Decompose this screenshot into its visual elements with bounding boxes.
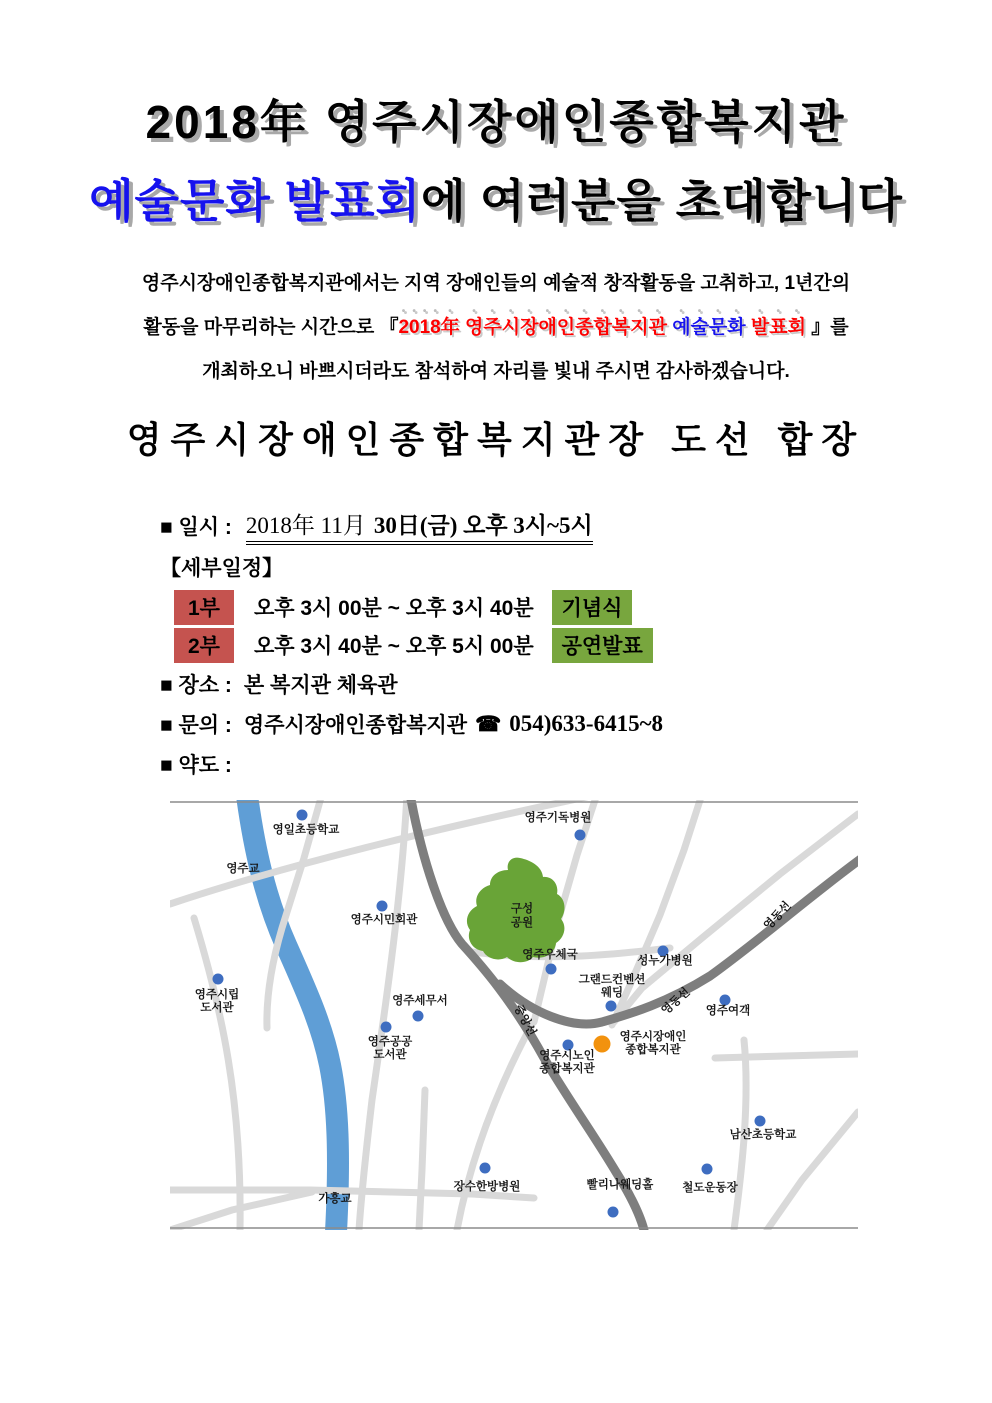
railway-label: 중앙선 — [511, 1003, 538, 1039]
schedule-time: 오후 3시 00분 ~ 오후 3시 40분 — [253, 597, 534, 620]
road — [715, 1054, 858, 1058]
schedule-header: 【세부일정】 — [160, 557, 284, 580]
place-label: 성누가병원 — [637, 955, 693, 967]
intro-line2 — [60, 306, 932, 350]
date-value-part1: 2018年 11月 — [245, 513, 366, 538]
railway-label: 영동선 — [762, 899, 794, 933]
place-dot — [575, 830, 586, 841]
schedule-part-badge: 1부 — [174, 590, 234, 625]
schedule-event-badge: 공연발표 — [552, 628, 653, 663]
signature-line: 영주시장애인종합복지관장 도선 합장 — [126, 419, 866, 460]
event-details — [160, 506, 663, 784]
quote-close-bracket: 』 — [805, 317, 831, 338]
date-label: ■ 일시 : — [160, 516, 232, 539]
place-label: 영주시노인 — [539, 1050, 595, 1062]
date-value-part2: 30日(금) 오후 3시~5시 — [373, 513, 593, 538]
quote-open-bracket: 『 — [379, 317, 399, 338]
place-label: 도서관 — [373, 1049, 407, 1061]
title-line2-rest: 에 여러분을 초대합니다 — [420, 175, 903, 227]
quote-red-text-1: 2018年 영주시장애인종합복지관 — [398, 317, 667, 338]
schedule-row-2 — [174, 626, 663, 664]
title-line1: 2018年 영주시장애인종합복지관 — [145, 96, 847, 148]
place-dot — [480, 1163, 491, 1174]
place-dot — [720, 995, 731, 1006]
contact-row — [160, 704, 663, 744]
place-dot — [755, 1116, 766, 1127]
place-row — [160, 664, 663, 704]
intro-line2-prefix: 활동을 마무리하는 시간으로 — [143, 317, 380, 338]
place-dot — [213, 974, 224, 985]
intro-line1: 영주시장애인종합복지관에서는 지역 장애인들의 예술적 창작활동을 고취하고, 1년간의 — [141, 273, 851, 294]
quote-red-text-2: 발표회 — [750, 317, 806, 338]
place-label: 빨리나웨딩홀 — [586, 1179, 654, 1191]
place-label: 영주여객 — [705, 1005, 751, 1017]
place-label: 영주시민회관 — [350, 914, 418, 926]
place-label: 영주세무서 — [392, 995, 448, 1007]
quote-blue-text: 예술문화 — [666, 317, 751, 338]
place-label: 종합복지관 — [625, 1044, 681, 1056]
place-dot — [377, 901, 388, 912]
place-label: 남산초등학교 — [729, 1129, 797, 1141]
place-value: 본 복지관 체육관 — [243, 674, 398, 697]
place-label: 장수한방병원 — [453, 1181, 521, 1193]
railway-label: 영동선 — [659, 986, 693, 1018]
place-label: 영주기독병원 — [524, 812, 592, 824]
bridge-label: 영주교 — [226, 863, 260, 875]
main-location-marker — [594, 1036, 611, 1053]
place-label: 영주시장애인 — [619, 1031, 687, 1043]
title-highlight: 예술문화 발표회 — [89, 175, 421, 227]
place-dot — [297, 810, 308, 821]
place-dot — [546, 964, 557, 975]
bridge-label: 가흥교 — [318, 1193, 352, 1205]
schedule-part-badge: 2부 — [174, 628, 234, 663]
schedule-row-1 — [174, 588, 663, 626]
park-label: 공원 — [510, 917, 534, 929]
map-row-label: ■ 약도 : — [160, 754, 232, 777]
place-label: ■ 장소 : — [160, 674, 232, 697]
place-dot — [413, 1011, 424, 1022]
place-label: 철도운동장 — [682, 1182, 738, 1194]
location-map — [170, 800, 858, 1230]
place-label: 영주공공 — [367, 1036, 413, 1048]
place-label: 도서관 — [200, 1002, 234, 1014]
date-row — [160, 506, 663, 546]
contact-label: ■ 문의 : — [160, 714, 232, 737]
park-label: 구성 — [510, 903, 534, 915]
intro-paragraph — [60, 262, 932, 394]
schedule-event-badge: 기념식 — [552, 590, 633, 625]
place-label: 영주시립 — [194, 989, 240, 1001]
telephone-icon: ☎ — [475, 712, 502, 736]
intro-line2-suffix: 를 — [830, 317, 849, 338]
phone-number: 054)633-6415~8 — [509, 711, 664, 736]
title-line2 — [0, 165, 992, 231]
page-title — [0, 86, 992, 231]
place-label: 종합복지관 — [539, 1063, 595, 1075]
place-dot — [606, 1001, 617, 1012]
date-value — [246, 507, 593, 545]
contact-org: 영주시장애인종합복지관 — [243, 714, 468, 737]
place-dot — [608, 1207, 619, 1218]
place-label: 영일초등학교 — [272, 824, 340, 836]
place-dot — [381, 1022, 392, 1033]
place-dot — [563, 1040, 574, 1051]
schedule-time: 오후 3시 40분 ~ 오후 5시 00분 — [253, 635, 534, 658]
map-canvas — [170, 800, 858, 1230]
place-label: 그랜드컨벤션 — [578, 974, 646, 986]
place-label: 영주우체국 — [522, 949, 578, 961]
intro-line3: 개최하오니 바쁘시더라도 참석하여 자리를 빛내 주시면 감사하겠습니다. — [202, 361, 790, 382]
place-dot — [702, 1164, 713, 1175]
place-label: 웨딩 — [600, 987, 624, 999]
